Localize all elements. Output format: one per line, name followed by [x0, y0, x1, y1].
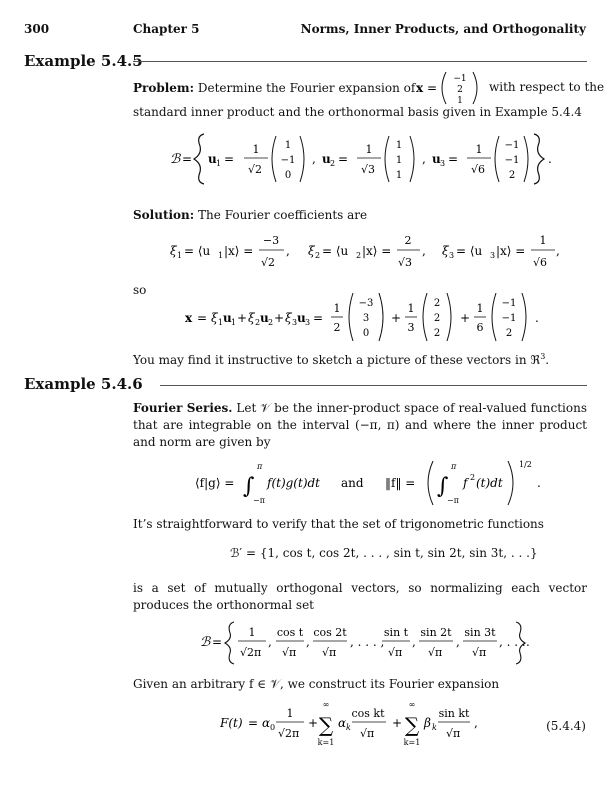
svg-text:= ⟨u: = ⟨u: [184, 244, 211, 258]
svg-text:+: +: [392, 716, 403, 730]
svg-text:,: ,: [268, 635, 272, 649]
x-entry-3: 1: [457, 96, 463, 106]
svg-text:(t)dt: (t)dt: [476, 476, 503, 490]
svg-text:1: 1: [286, 707, 294, 720]
svg-text:,: ,: [422, 152, 426, 166]
paragraph-orthonormal: is a set of mutually orthogonal vectors, so normalizing each vector produces the orthonormal set: [133, 581, 587, 612]
svg-text:= ⟨u: = ⟨u: [456, 244, 483, 258]
svg-text:ξ: ξ: [442, 244, 449, 258]
svg-text:.: .: [548, 152, 552, 166]
svg-text:|x⟩ =: |x⟩ =: [496, 244, 526, 258]
basis-b-equation: [170, 128, 560, 190]
svg-text:+: +: [308, 716, 319, 730]
svg-text:=: =: [313, 311, 324, 325]
svg-text:3: 3: [490, 251, 496, 260]
trig-set: ℬ′ = {1, cos t, cos 2t, . . . , sin t, sin 2t, sin 3t, . . .}: [230, 546, 538, 560]
svg-text:2: 2: [268, 318, 274, 327]
comb1-entry-2: 3: [362, 313, 370, 324]
comb2-entry-3: 2: [433, 328, 441, 339]
closing-text: You may find it instructive to sketch a picture of these vectors in: [133, 353, 527, 367]
comb3-entry-3: 2: [505, 328, 513, 339]
svg-text:2: 2: [470, 473, 476, 482]
svg-text:1: 1: [248, 626, 256, 639]
page-number: 300: [24, 22, 50, 36]
svg-text:=: =: [338, 152, 349, 166]
svg-text:1: 1: [177, 251, 183, 260]
svg-text:.: .: [526, 635, 530, 649]
example-545-rule: [133, 61, 587, 62]
svg-text:√π: √π: [322, 646, 337, 659]
svg-text:f: f: [463, 476, 468, 490]
svg-text:f(t)g(t)dt: f(t)g(t)dt: [267, 476, 320, 490]
svg-text:⟨f|g⟩ =: ⟨f|g⟩ =: [195, 476, 235, 490]
svg-text:1: 1: [475, 143, 483, 156]
x-entry-2: 2: [457, 85, 463, 95]
xi2-value: 2: [404, 234, 412, 247]
u1-entry-1: 1: [284, 140, 292, 151]
svg-text:.: .: [535, 311, 539, 325]
u2-entry-3: 1: [395, 170, 403, 181]
svg-text:ξ: ξ: [211, 311, 218, 325]
fourier-coefficients: [170, 230, 560, 274]
example-546-title: Example 5.4.6: [24, 375, 143, 393]
comb1-entry-3: 0: [362, 328, 370, 339]
svg-text:ξ: ξ: [170, 244, 177, 258]
u3-entry-1: −1: [504, 140, 520, 151]
svg-text:,: ,: [412, 635, 416, 649]
svg-text:=: =: [182, 152, 193, 166]
comb2-entry-1: 2: [433, 298, 441, 309]
svg-text:1: 1: [333, 302, 341, 315]
comb3-entry-2: −1: [501, 313, 517, 324]
svg-text:,: ,: [556, 244, 560, 258]
xi1-value: −3: [262, 234, 280, 247]
fourier-series-text: Let 𝒱 be the inner-product space of real-valued functions that are integrable on the interval (−π, π) and where the inner product and norm are given by: [133, 401, 587, 449]
svg-text:ξ: ξ: [248, 311, 255, 325]
svg-text:sin 2t: sin 2t: [420, 626, 452, 639]
svg-text:∞: ∞: [408, 700, 416, 709]
svg-text:∑: ∑: [404, 713, 420, 737]
svg-text:u: u: [432, 152, 441, 166]
problem-line-2: standard inner product and the orthonormal basis given in Example 5.4.4: [133, 105, 582, 119]
u1-entry-2: −1: [280, 155, 296, 166]
svg-text:u: u: [223, 311, 232, 325]
svg-text:∑: ∑: [318, 713, 334, 737]
svg-text:1: 1: [231, 318, 237, 327]
svg-text:1: 1: [407, 302, 415, 315]
svg-text:√3: √3: [398, 256, 413, 269]
svg-text:α: α: [262, 716, 271, 730]
svg-text:α: α: [338, 716, 347, 730]
chapter-label: Chapter 5: [133, 22, 200, 36]
example-546-rule: [160, 385, 587, 386]
svg-text:0: 0: [270, 723, 276, 732]
xi3-value: 1: [539, 234, 547, 247]
svg-text:k: k: [432, 723, 437, 732]
svg-text:√2: √2: [261, 256, 276, 269]
svg-text:1: 1: [216, 159, 222, 168]
svg-text:3: 3: [305, 318, 311, 327]
u2-entry-1: 1: [395, 140, 403, 151]
svg-text:√π: √π: [446, 727, 461, 740]
svg-text:,: ,: [312, 152, 316, 166]
svg-text:k=1: k=1: [403, 738, 421, 747]
svg-text:3: 3: [449, 251, 455, 260]
closing-line: You may find it instructive to sketch a picture of these vectors in ℜ$^3$.: [133, 352, 550, 367]
comb1-entry-1: −3: [358, 298, 374, 309]
svg-text:3: 3: [440, 159, 446, 168]
so-text: so: [133, 283, 147, 297]
svg-text:sin 3t: sin 3t: [464, 626, 496, 639]
svg-text:, . . . ,: , . . . ,: [350, 635, 385, 649]
x-entry-1: −1: [453, 74, 467, 84]
paragraph-given: Given an arbitrary f ∈ 𝒱, we construct its Fourier expansion: [133, 677, 500, 691]
svg-text:F(t): F(t): [220, 716, 243, 730]
svg-text:√π: √π: [282, 646, 297, 659]
svg-text:1: 1: [476, 302, 484, 315]
svg-text:π: π: [451, 462, 457, 471]
comb3-entry-1: −1: [501, 298, 517, 309]
svg-text:= ⟨u: = ⟨u: [322, 244, 349, 258]
fourier-expansion-f: [220, 698, 520, 758]
svg-text:=: =: [248, 716, 259, 730]
svg-text:=: =: [448, 152, 459, 166]
equation-number: (5.4.4): [546, 719, 586, 733]
svg-text:u: u: [260, 311, 269, 325]
svg-text:√π: √π: [472, 646, 487, 659]
svg-text:√π: √π: [360, 727, 375, 740]
svg-text:+: +: [460, 311, 471, 325]
svg-text:ℬ: ℬ: [200, 635, 211, 650]
svg-text:,: ,: [306, 635, 310, 649]
svg-text:2: 2: [255, 318, 261, 327]
svg-text:x: x: [416, 81, 424, 95]
svg-text:+: +: [274, 311, 285, 325]
svg-text:=: =: [427, 81, 438, 95]
svg-text:, . . .: , . . .: [499, 635, 526, 649]
svg-text:,: ,: [474, 716, 478, 730]
svg-text:√2: √2: [248, 163, 263, 176]
svg-text:3: 3: [292, 318, 298, 327]
svg-text:k=1: k=1: [317, 738, 335, 747]
svg-text:x: x: [185, 311, 193, 325]
svg-text:,: ,: [422, 244, 426, 258]
fourier-series-label: Fourier Series.: [133, 401, 233, 415]
svg-text:3: 3: [407, 321, 415, 334]
svg-text:+: +: [391, 311, 402, 325]
svg-text:2: 2: [333, 321, 341, 334]
svg-text:√6: √6: [471, 163, 486, 176]
svg-text:√2π: √2π: [240, 646, 262, 659]
svg-text:sin kt: sin kt: [438, 707, 470, 720]
svg-text:β: β: [424, 716, 431, 730]
svg-text:√2π: √2π: [278, 727, 300, 740]
problem-text-2: with respect to the: [489, 80, 605, 94]
svg-text:k: k: [346, 723, 351, 732]
u1-entry-3: 0: [284, 170, 292, 181]
svg-text:=: =: [197, 311, 208, 325]
svg-text:=: =: [224, 152, 235, 166]
svg-text:1: 1: [218, 251, 224, 260]
svg-text:ξ: ξ: [285, 311, 292, 325]
svg-text:1: 1: [252, 143, 260, 156]
svg-text:∫: ∫: [437, 474, 449, 499]
svg-text:√3: √3: [361, 163, 376, 176]
svg-text:−π: −π: [253, 496, 265, 505]
svg-text:cos 2t: cos 2t: [313, 626, 347, 639]
svg-text:,: ,: [456, 635, 460, 649]
svg-text:u: u: [208, 152, 217, 166]
svg-text:sin t: sin t: [383, 626, 409, 639]
problem-text: Determine the Fourier expansion of: [197, 81, 416, 95]
u2-entry-2: 1: [395, 155, 403, 166]
svg-text:cos kt: cos kt: [351, 707, 385, 720]
svg-text:ξ: ξ: [308, 244, 315, 258]
svg-text:−π: −π: [447, 496, 459, 505]
svg-text:|x⟩ =: |x⟩ =: [224, 244, 254, 258]
paragraph-trig: It’s straightforward to verify that the set of trigonometric functions: [133, 517, 544, 531]
svg-text:cos t: cos t: [276, 626, 304, 639]
svg-text:√π: √π: [388, 646, 403, 659]
svg-text:√6: √6: [533, 256, 548, 269]
u3-entry-2: −1: [504, 155, 520, 166]
svg-text:1: 1: [365, 143, 373, 156]
svg-text:1: 1: [218, 318, 224, 327]
svg-text:2: 2: [330, 159, 336, 168]
example-545-title: Example 5.4.5: [24, 52, 143, 70]
solution-text: The Fourier coefficients are: [198, 208, 368, 222]
svg-text:,: ,: [286, 244, 290, 258]
svg-text:‖f‖ =: ‖f‖ =: [385, 476, 416, 490]
solution-line: [133, 207, 587, 224]
fourier-series-paragraph: [133, 400, 587, 451]
svg-text:∫: ∫: [243, 474, 255, 499]
svg-text:u: u: [322, 152, 331, 166]
svg-text:u: u: [297, 311, 306, 325]
running-title: Norms, Inner Products, and Orthogonality: [300, 22, 586, 36]
orthonormal-set: [200, 618, 530, 668]
x-vector-def: [414, 68, 484, 108]
svg-text:1/2: 1/2: [519, 460, 532, 469]
svg-text:√π: √π: [428, 646, 443, 659]
comb2-entry-2: 2: [433, 313, 441, 324]
svg-text:.: .: [537, 476, 541, 490]
svg-text:+: +: [237, 311, 248, 325]
problem-label: Problem:: [133, 81, 195, 95]
svg-text:|x⟩ =: |x⟩ =: [362, 244, 392, 258]
svg-text:6: 6: [476, 321, 484, 334]
svg-text:∞: ∞: [322, 700, 330, 709]
fourier-expansion-x: [185, 288, 545, 346]
solution-label: Solution:: [133, 208, 195, 222]
svg-text:=: =: [212, 635, 223, 649]
inner-product-norm: [195, 455, 555, 511]
svg-text:2: 2: [356, 251, 362, 260]
svg-text:ℬ: ℬ: [170, 152, 181, 167]
svg-text:2: 2: [315, 251, 321, 260]
u3-entry-3: 2: [508, 170, 516, 181]
and-text: and: [341, 476, 364, 490]
svg-text:π: π: [257, 462, 263, 471]
